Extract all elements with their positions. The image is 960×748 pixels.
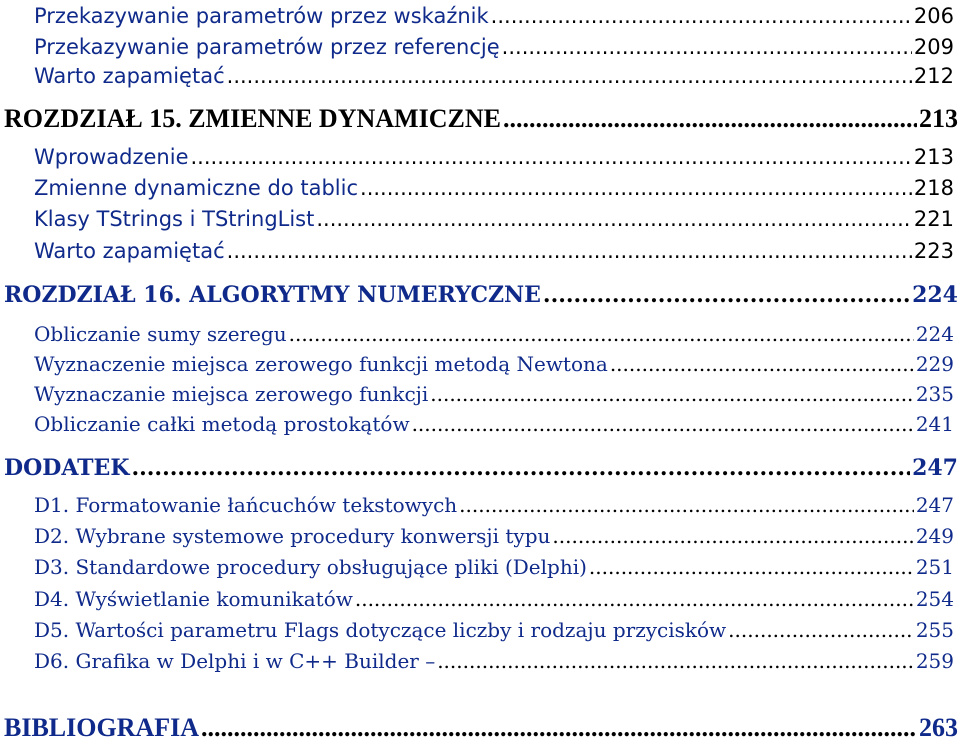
entry-page: 247 <box>915 493 954 517</box>
entry-page: 209 <box>913 35 954 59</box>
dot-leader <box>412 412 914 436</box>
entry-title: Warto zapamiętać <box>34 239 225 263</box>
toc-entry[interactable] <box>34 322 954 346</box>
toc-entry[interactable] <box>34 412 954 436</box>
entry-page: 212 <box>913 64 954 88</box>
entry-title: Warto zapamiętać <box>34 64 225 88</box>
entry-title: D3. Standardowe procedury obsługujące pliki (Delphi) <box>34 555 587 579</box>
entry-page: 235 <box>915 382 954 406</box>
toc-entry[interactable] <box>34 493 954 517</box>
chapter-title: BIBLIOGRAFIA <box>4 713 200 742</box>
chapter-title: ROZDZIAŁ 16. ALGORYTMY NUMERYCZNE <box>4 282 541 308</box>
toc-entry[interactable] <box>34 555 954 579</box>
dot-leader <box>491 4 912 28</box>
toc-entry[interactable] <box>34 618 954 642</box>
toc-entry[interactable] <box>34 207 954 231</box>
chapter-page: 247 <box>912 455 958 481</box>
entry-page: 254 <box>915 587 954 611</box>
entry-page: 223 <box>913 239 954 263</box>
chapter-title: ROZDZIAŁ 15. ZMIENNE DYNAMICZNE <box>4 104 501 133</box>
toc-entry[interactable] <box>34 35 954 59</box>
toc-entry[interactable] <box>34 176 954 200</box>
entry-page: 206 <box>913 4 954 28</box>
dot-leader <box>437 649 914 673</box>
entry-page: 251 <box>915 555 954 579</box>
toc-entry[interactable] <box>34 64 954 88</box>
entry-title: D4. Wyświetlanie komunikatów <box>34 587 353 611</box>
dot-leader <box>227 239 912 263</box>
entry-title: D6. Grafika w Delphi i w C++ Builder – <box>34 649 436 673</box>
toc-entry[interactable] <box>34 587 954 611</box>
toc-entry[interactable] <box>34 352 954 376</box>
entry-title: Przekazywanie parametrów przez wskaźnik <box>34 4 489 28</box>
entry-page: 249 <box>915 524 954 548</box>
entry-title: D5. Wartości parametru Flags dotyczące liczby i rodzaju przycisków <box>34 618 727 642</box>
dot-leader <box>430 382 914 406</box>
entry-title: Klasy TStrings i TStringList <box>34 207 315 231</box>
entry-page: 221 <box>913 207 954 231</box>
chapter-page: 263 <box>919 713 958 742</box>
dot-leader <box>289 322 914 346</box>
entry-title: Obliczanie sumy szeregu <box>34 322 287 346</box>
entry-title: Wprowadzenie <box>34 145 189 169</box>
dot-leader <box>503 104 917 134</box>
dot-leader <box>201 713 917 743</box>
toc-entry[interactable] <box>34 4 954 28</box>
dot-leader <box>355 587 914 611</box>
toc-entry[interactable] <box>34 382 954 406</box>
dot-leader <box>316 207 912 231</box>
entry-title: Przekazywanie parametrów przez referencję <box>34 35 500 59</box>
entry-title: Wyznaczenie miejsca zerowego funkcji metodą Newtona <box>34 352 608 376</box>
dot-leader <box>459 493 914 517</box>
dot-leader <box>610 352 914 376</box>
dot-leader <box>502 35 912 59</box>
dot-leader <box>589 555 914 579</box>
dot-leader <box>728 618 914 642</box>
entry-page: 241 <box>915 412 954 436</box>
entry-page: 259 <box>915 649 954 673</box>
toc-entry[interactable] <box>34 524 954 548</box>
entry-title: D1. Formatowanie łańcuchów tekstowych <box>34 493 458 517</box>
toc-chapter[interactable] <box>4 713 958 743</box>
entry-page: 255 <box>915 618 954 642</box>
dot-leader <box>191 145 912 169</box>
toc-entry[interactable] <box>34 239 954 263</box>
entry-page: 229 <box>915 352 954 376</box>
dot-leader <box>360 176 912 200</box>
toc-entry[interactable] <box>34 649 954 673</box>
entry-title: Obliczanie całki metodą prostokątów <box>34 412 410 436</box>
chapter-page: 213 <box>919 104 958 133</box>
dot-leader <box>227 64 912 88</box>
toc-chapter[interactable] <box>4 104 958 134</box>
toc-entry[interactable] <box>34 145 954 169</box>
dot-leader <box>543 282 910 308</box>
chapter-title: DODATEK <box>4 455 130 481</box>
entry-page: 224 <box>915 322 954 346</box>
dot-leader <box>131 455 910 481</box>
entry-page: 213 <box>913 145 954 169</box>
entry-title: Wyznaczanie miejsca zerowego funkcji <box>34 382 429 406</box>
entry-page: 218 <box>913 176 954 200</box>
toc-chapter[interactable] <box>4 282 958 308</box>
dot-leader <box>552 524 913 548</box>
chapter-page: 224 <box>912 282 958 308</box>
entry-title: D2. Wybrane systemowe procedury konwersji typu <box>34 524 551 548</box>
entry-title: Zmienne dynamiczne do tablic <box>34 176 359 200</box>
toc-chapter[interactable] <box>4 455 958 481</box>
